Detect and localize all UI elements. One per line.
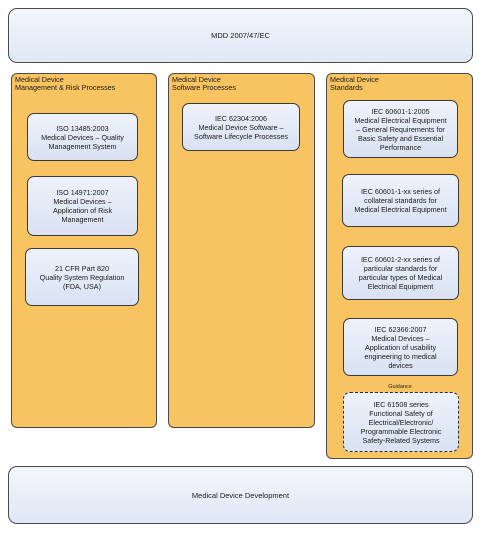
- box-line: particular types of Medical: [358, 273, 443, 282]
- box-line: Programmable Electronic: [360, 426, 442, 436]
- box-line: IEC 61508 series: [373, 399, 429, 409]
- box-line: Safety-Related Systems: [362, 435, 440, 445]
- box-line: Medical Electrical Equipment: [354, 115, 447, 125]
- box-line: Medical Devices –: [371, 333, 430, 343]
- bottom-bar-development: [8, 466, 473, 524]
- box-line: particular standards for: [363, 264, 438, 273]
- box-line: ISO 13485:2003: [56, 123, 109, 133]
- column-title-line: Medical Device: [330, 75, 379, 84]
- standard-box-21-cfr-820: [25, 248, 139, 306]
- box-line: IEC 60601-1:2005: [371, 106, 430, 116]
- box-line: ISO 14971:2007: [56, 188, 109, 197]
- column-title: [15, 76, 115, 93]
- column-title-line: Standards: [330, 83, 363, 93]
- standard-box-iec-60601-1: [343, 100, 458, 158]
- box-line: IEC 60601-2-xx series of: [360, 255, 441, 264]
- column-title-line: Medical Device: [172, 75, 221, 84]
- box-line: Management: [61, 215, 104, 224]
- box-line: Basic Safety and Essential: [357, 133, 444, 143]
- box-line: (FDA, USA): [63, 281, 101, 291]
- column-title-line: Software Processes: [172, 83, 236, 93]
- box-line: 21 CFR Part 820: [55, 263, 109, 273]
- standard-box-iso-13485: [27, 113, 138, 161]
- column-title: [172, 76, 236, 93]
- box-line: Medical Devices – Quality: [41, 132, 124, 142]
- box-line: IEC 62366:2007: [374, 324, 427, 334]
- box-line: – General Requirements for: [356, 124, 445, 134]
- box-line: Electrical Equipment: [367, 282, 434, 291]
- box-line: IEC 60601-1-xx series of: [360, 187, 441, 196]
- standard-box-iec-60601-2-xx: [342, 246, 459, 300]
- box-line: Quality System Regulation: [39, 272, 125, 282]
- box-line: collateral standards for: [364, 196, 437, 205]
- standard-box-iec-61508: [343, 392, 459, 452]
- bottom-bar-label: Medical Device Development: [191, 490, 290, 500]
- standard-box-iec-60601-1-xx: [342, 174, 459, 227]
- guidance-label: Guidance: [388, 384, 412, 390]
- box-line: devices: [388, 360, 413, 370]
- top-bar-mdd: [8, 8, 473, 63]
- box-line: Medical Device Software –: [198, 122, 284, 132]
- box-line: Management System: [48, 141, 117, 151]
- column-title: [330, 76, 379, 93]
- box-line: Application of usability: [364, 342, 437, 352]
- box-line: Application of Risk: [52, 206, 113, 215]
- box-line: Medical Electrical Equipment: [354, 205, 447, 214]
- top-bar-label: MDD 2007/47/EC: [211, 31, 270, 40]
- column-title-line: Management & Risk Processes: [15, 83, 116, 93]
- column-title-line: Medical Device: [15, 75, 64, 84]
- box-line: Software Lifecycle Processes: [194, 131, 288, 141]
- box-line: Medical Devices –: [53, 197, 112, 206]
- box-line: Performance: [379, 142, 422, 152]
- box-line: Electrical/Electronic/: [368, 417, 434, 427]
- box-line: Functional Safety of: [369, 408, 433, 418]
- box-line: IEC 62304:2006: [215, 113, 267, 123]
- standard-box-iec-62304: [182, 103, 300, 151]
- box-line: engineering to medical: [364, 351, 437, 361]
- standard-box-iso-14971: [27, 176, 138, 236]
- standard-box-iec-62366: [343, 318, 458, 376]
